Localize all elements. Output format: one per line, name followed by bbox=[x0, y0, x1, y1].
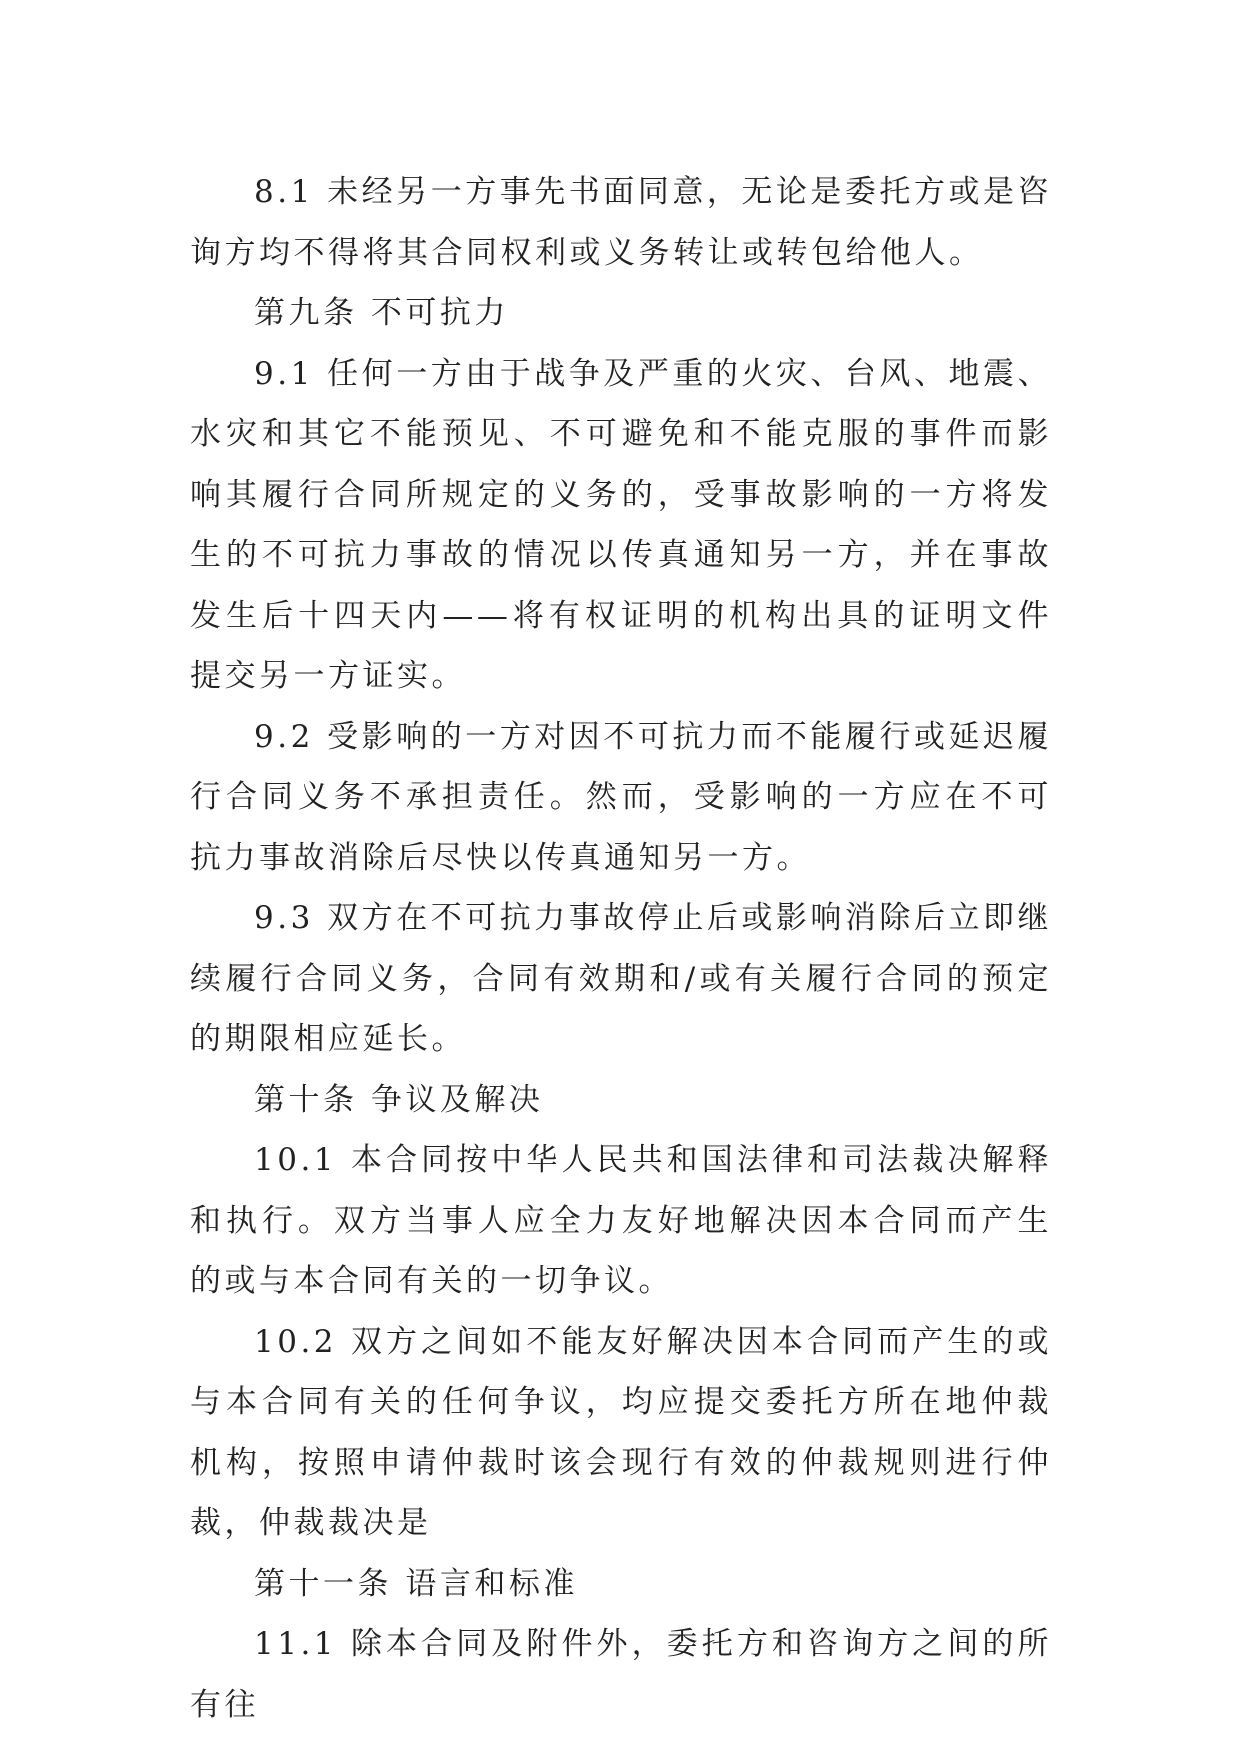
article-9-heading: 第九条 不可抗力 bbox=[254, 295, 509, 331]
clause-9-2: 9.2 受影响的一方对因不可抗力而不能履行或延迟履行合同义务不承担责任。然而，受影响的一方应在不可抗力事故消除后尽快以传真通知另一方。 bbox=[190, 718, 1052, 876]
clause-8-1: 8.1 未经另一方事先书面同意，无论是委托方或是咨询方均不得将其合同权利或义务转让或转包给他人。 bbox=[190, 174, 1052, 271]
document-body bbox=[190, 162, 1052, 1735]
clause-9-3: 9.3 双方在不可抗力事故停止后或影响消除后立即继续履行合同义务，合同有效期和/或有关履行合同的预定的期限相应延长。 bbox=[190, 900, 1052, 1057]
clause-10-2: 10.2 双方之间如不能友好解决因本合同而产生的或与本合同有关的任何争议，均应提交委托方所在地仲裁机构，按照申请仲裁时该会现行有效的仲裁规则进行仲裁，仲裁裁决是 bbox=[190, 1323, 1052, 1541]
article-11-heading: 第十一条 语言和标准 bbox=[254, 1565, 578, 1602]
clause-10-1: 10.1 本合同按中华人民共和国法律和司法裁决解释和执行。双方当事人应全力友好地解决因本合同而产生的或与本合同有关的一切争议。 bbox=[190, 1142, 1052, 1299]
article-10-heading: 第十条 争议及解决 bbox=[254, 1081, 544, 1118]
clause-9-1: 9.1 任何一方由于战争及严重的火灾、台风、地震、水灾和其它不能预见、不可避免和不能克服的事件而影响其履行合同所规定的义务的，受事故影响的一方将发生的不可抗力事故的情况以传真通知另一方，并在事故发生后十四天内——将有权证明的机构出具的证明文件提交另一方证实。 bbox=[190, 355, 1052, 694]
clause-11-1: 11.1 除本合同及附件外，委托方和咨询方之间的所有往 bbox=[190, 1626, 1052, 1723]
